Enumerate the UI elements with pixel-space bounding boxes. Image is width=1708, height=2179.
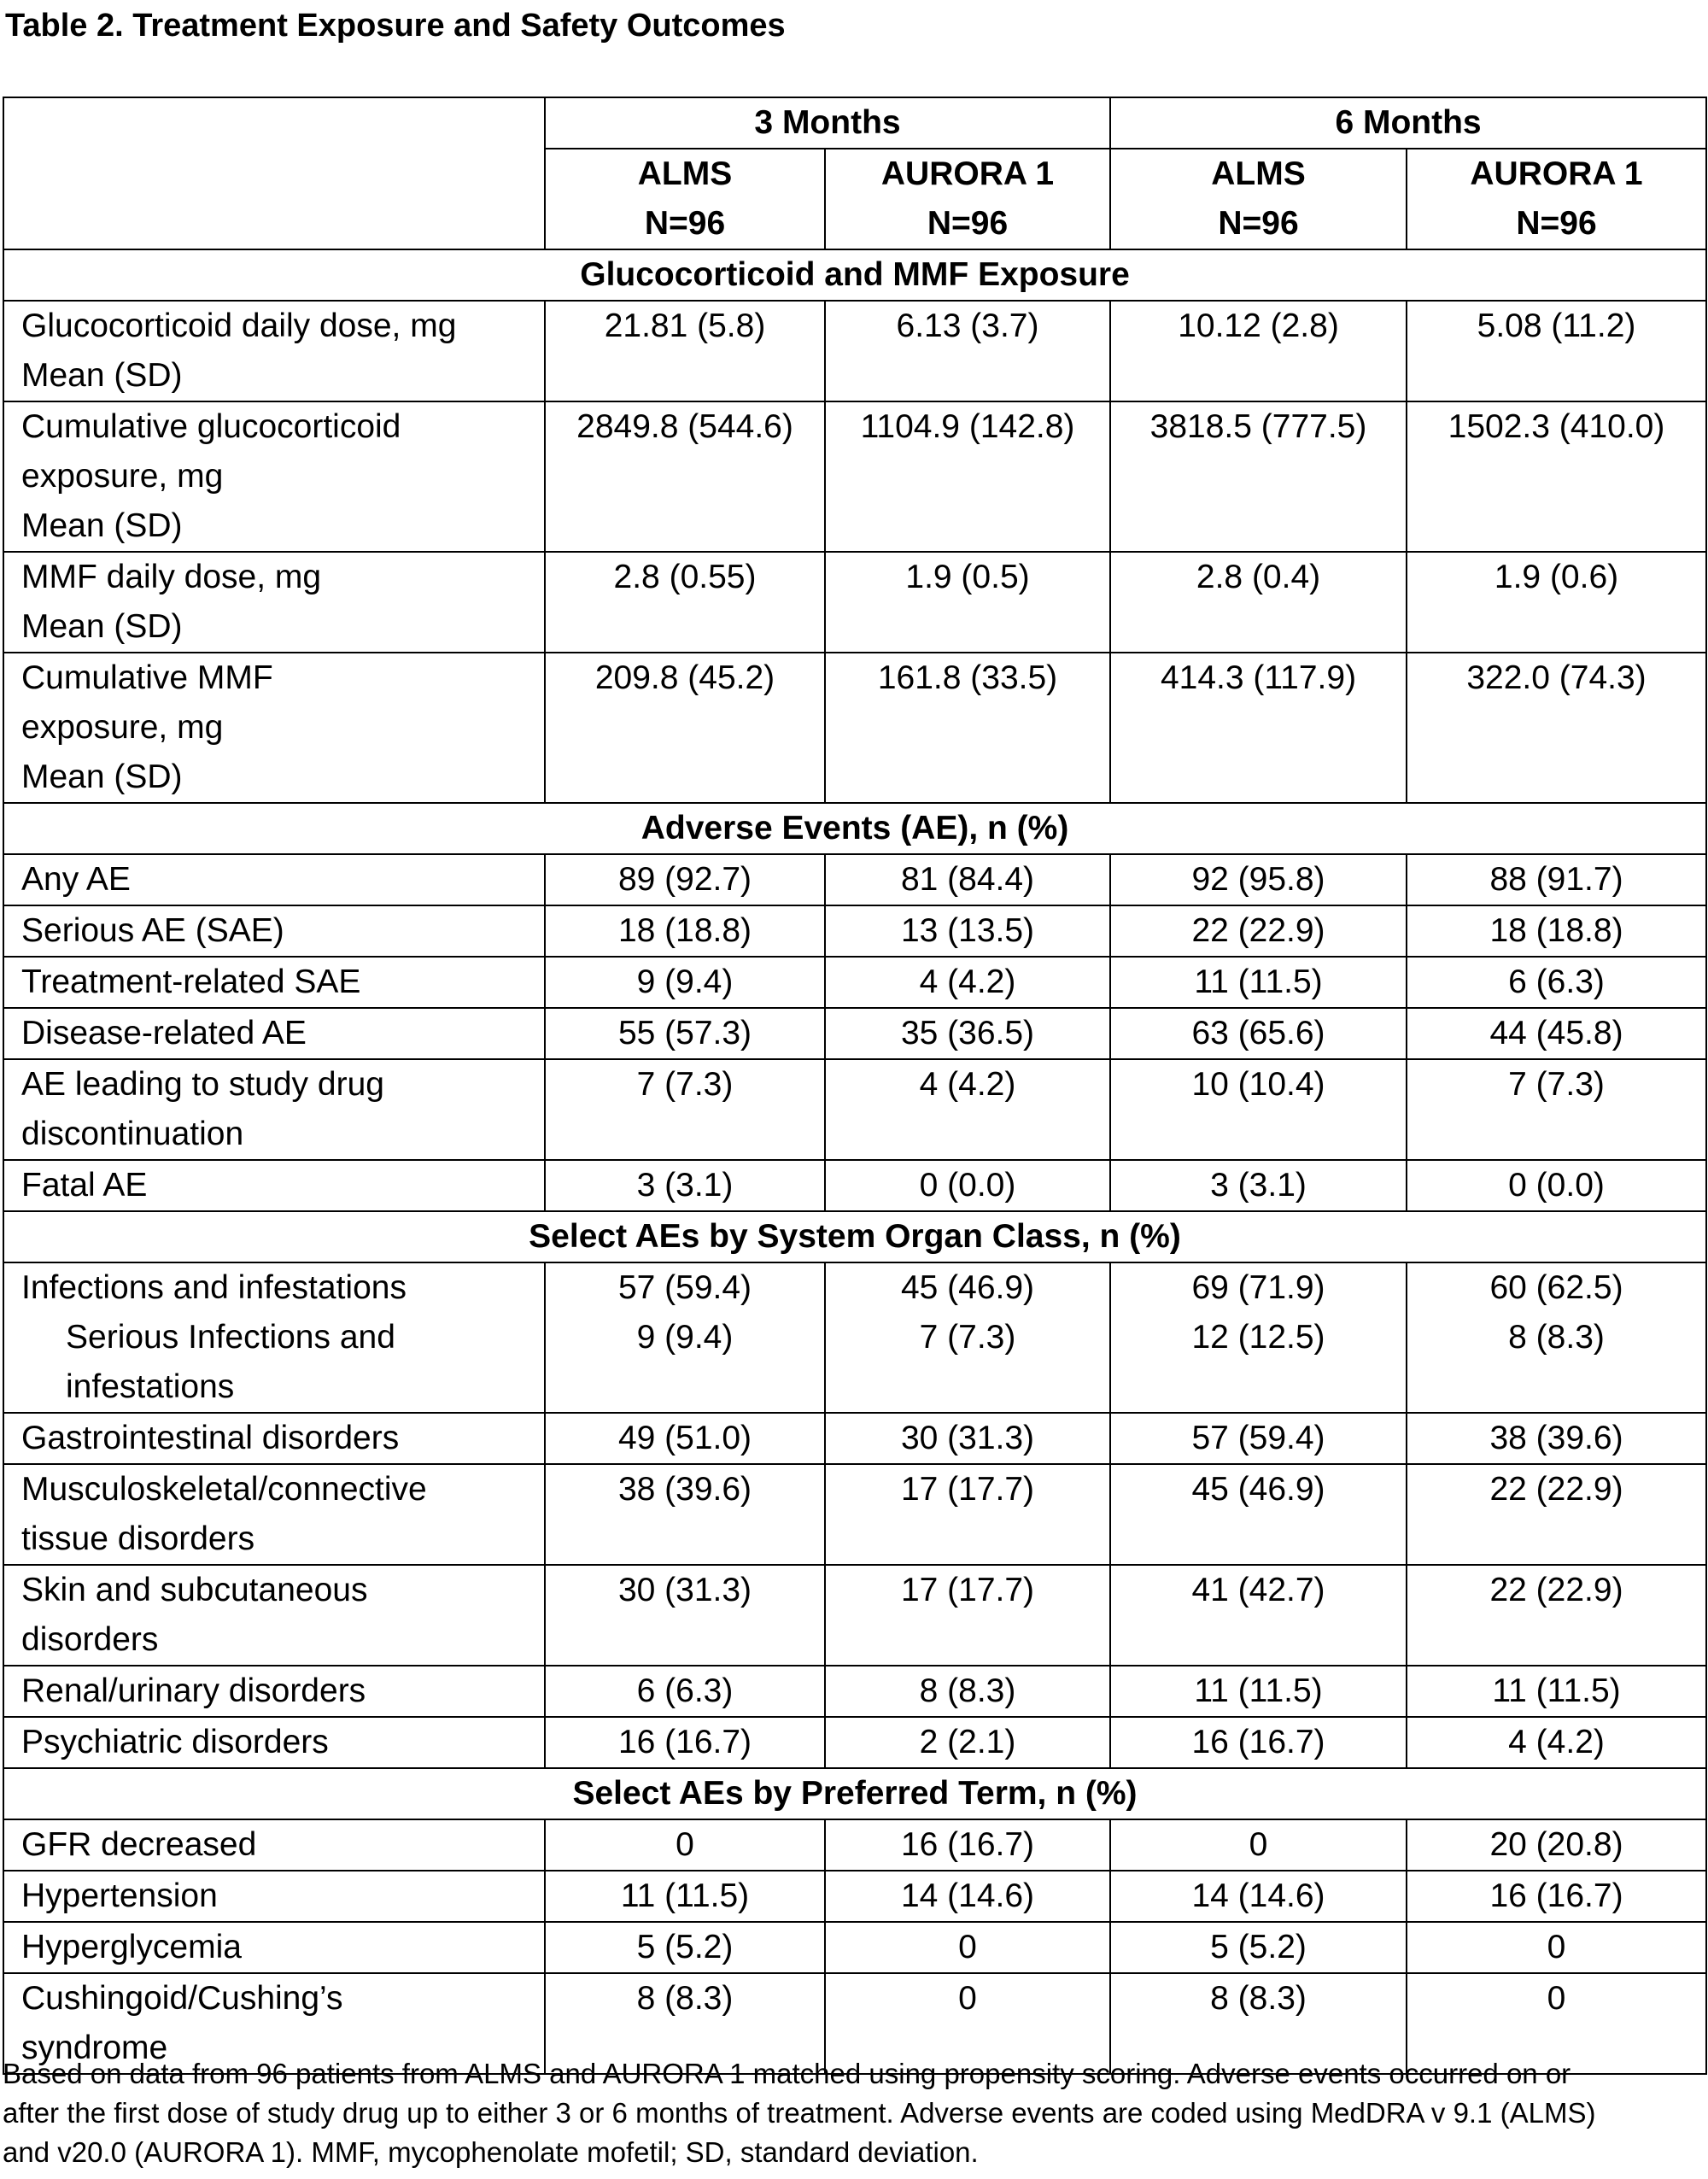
value-cell: 63 (65.6) bbox=[1110, 1008, 1407, 1059]
section-row bbox=[3, 249, 1706, 301]
value-cell: 209.8 (45.2) bbox=[545, 653, 825, 803]
row-label: Musculoskeletal/connective tissue disorders bbox=[3, 1464, 545, 1565]
value-cell: 45 (46.9) bbox=[1110, 1464, 1407, 1565]
value-cell: 3 (3.1) bbox=[545, 1160, 825, 1211]
section-organ-class: Select AEs by System Organ Class, n (%) bbox=[3, 1211, 1706, 1262]
value-cell: 0 bbox=[1407, 1922, 1706, 1973]
header-col-aurora-3m: AURORA 1 N=96 bbox=[825, 149, 1110, 249]
value-cell: 1502.3 (410.0) bbox=[1407, 401, 1706, 552]
value-cell: 10.12 (2.8) bbox=[1110, 301, 1407, 401]
value-cell: 2849.8 (544.6) bbox=[545, 401, 825, 552]
value-cell: 0 bbox=[825, 1922, 1110, 1973]
value-cell: 4 (4.2) bbox=[825, 1059, 1110, 1160]
table-row bbox=[3, 1413, 1706, 1464]
value-cell: 11 (11.5) bbox=[1110, 1666, 1407, 1717]
table-row bbox=[3, 552, 1706, 653]
footnote-line: Based on data from 96 patients from ALMS and AURORA 1 matched using propensity scoring. Adverse events occurred on or bbox=[3, 2058, 1571, 2089]
sub-row-label: Serious Infections and bbox=[66, 1319, 395, 1356]
footnote-line: and v20.0 (AURORA 1). MMF, mycophenolate mofetil; SD, standard deviation. bbox=[3, 2136, 979, 2168]
value-cell: 81 (84.4) bbox=[825, 854, 1110, 905]
value-cell: 6 (6.3) bbox=[1407, 957, 1706, 1008]
table-row bbox=[3, 653, 1706, 803]
value-cell: 35 (36.5) bbox=[825, 1008, 1110, 1059]
header-6-months: 6 Months bbox=[1110, 97, 1706, 149]
row-label: Cumulative MMF exposure, mg Mean (SD) bbox=[3, 653, 545, 803]
row-label: Glucocorticoid daily dose, mg Mean (SD) bbox=[3, 301, 545, 401]
table-row bbox=[3, 905, 1706, 957]
value-cell: 45 (46.9) 7 (7.3) bbox=[825, 1262, 1110, 1413]
row-label: Treatment-related SAE bbox=[3, 957, 545, 1008]
value-cell: 41 (42.7) bbox=[1110, 1565, 1407, 1666]
sub-value: 12 (12.5) bbox=[1191, 1319, 1325, 1356]
value-cell: 89 (92.7) bbox=[545, 854, 825, 905]
row-label: Hypertension bbox=[3, 1871, 545, 1922]
value-cell: 7 (7.3) bbox=[1407, 1059, 1706, 1160]
row-label: Disease-related AE bbox=[3, 1008, 545, 1059]
header-corner bbox=[3, 97, 545, 249]
value-cell: 92 (95.8) bbox=[1110, 854, 1407, 905]
section-glucocorticoid-mmf: Glucocorticoid and MMF Exposure bbox=[3, 249, 1706, 301]
value-cell: 0 bbox=[825, 1973, 1110, 2074]
value-cell: 55 (57.3) bbox=[545, 1008, 825, 1059]
section-adverse-events: Adverse Events (AE), n (%) bbox=[3, 803, 1706, 854]
value-cell: 2.8 (0.4) bbox=[1110, 552, 1407, 653]
value-cell: 11 (11.5) bbox=[1110, 957, 1407, 1008]
value-cell: 5 (5.2) bbox=[1110, 1922, 1407, 1973]
value-cell: 6 (6.3) bbox=[545, 1666, 825, 1717]
header-3-months: 3 Months bbox=[545, 97, 1110, 149]
value-cell: 60 (62.5) 8 (8.3) bbox=[1407, 1262, 1706, 1413]
value-cell: 88 (91.7) bbox=[1407, 854, 1706, 905]
row-label: Hyperglycemia bbox=[3, 1922, 545, 1973]
table-row bbox=[3, 1160, 1706, 1211]
value-cell: 0 bbox=[1110, 1819, 1407, 1871]
value-cell: 1.9 (0.5) bbox=[825, 552, 1110, 653]
value-cell: 0 bbox=[1407, 1973, 1706, 2074]
row-label: Cumulative glucocorticoid exposure, mg Mean (SD) bbox=[3, 401, 545, 552]
value-cell: 2.8 (0.55) bbox=[545, 552, 825, 653]
row-label: Any AE bbox=[3, 854, 545, 905]
header-row-groups bbox=[3, 97, 1706, 149]
value-cell: 22 (22.9) bbox=[1110, 905, 1407, 957]
header-col-alms-3m: ALMS N=96 bbox=[545, 149, 825, 249]
footnote-line: after the first dose of study drug up to either 3 or 6 months of treatment. Adverse events are coded using MedDRA v 9.1 (ALMS) bbox=[3, 2097, 1596, 2129]
value-cell: 30 (31.3) bbox=[545, 1565, 825, 1666]
table-row bbox=[3, 1464, 1706, 1565]
value-cell: 22 (22.9) bbox=[1407, 1565, 1706, 1666]
value-cell: 8 (8.3) bbox=[825, 1666, 1110, 1717]
value-cell: 17 (17.7) bbox=[825, 1464, 1110, 1565]
row-label: Cushingoid/Cushing’s syndrome bbox=[3, 1973, 545, 2074]
table-row bbox=[3, 1871, 1706, 1922]
value-cell: 17 (17.7) bbox=[825, 1565, 1110, 1666]
row-label: Renal/urinary disorders bbox=[3, 1666, 545, 1717]
row-label: Skin and subcutaneous disorders bbox=[3, 1565, 545, 1666]
value-cell: 57 (59.4) bbox=[1110, 1413, 1407, 1464]
section-row bbox=[3, 1211, 1706, 1262]
value-cell: 11 (11.5) bbox=[545, 1871, 825, 1922]
sub-value: 9 (9.4) bbox=[636, 1319, 734, 1356]
value-cell: 5.08 (11.2) bbox=[1407, 301, 1706, 401]
row-label: AE leading to study drug discontinuation bbox=[3, 1059, 545, 1160]
section-preferred-term: Select AEs by Preferred Term, n (%) bbox=[3, 1768, 1706, 1819]
table-row bbox=[3, 1717, 1706, 1768]
footnote bbox=[3, 2054, 1705, 2172]
value-cell: 0 bbox=[545, 1819, 825, 1871]
table-row bbox=[3, 401, 1706, 552]
row-label: GFR decreased bbox=[3, 1819, 545, 1871]
value-cell: 6.13 (3.7) bbox=[825, 301, 1110, 401]
table-row bbox=[3, 1008, 1706, 1059]
value-cell: 5 (5.2) bbox=[545, 1922, 825, 1973]
value-cell: 18 (18.8) bbox=[545, 905, 825, 957]
value-cell: 3 (3.1) bbox=[1110, 1160, 1407, 1211]
header-col-aurora-6m: AURORA 1 N=96 bbox=[1407, 149, 1706, 249]
row-label: Gastrointestinal disorders bbox=[3, 1413, 545, 1464]
value-cell: 1.9 (0.6) bbox=[1407, 552, 1706, 653]
row-label: Infections and infestations Serious Infections and infestations bbox=[3, 1262, 545, 1413]
row-label: MMF daily dose, mg Mean (SD) bbox=[3, 552, 545, 653]
value-cell: 7 (7.3) bbox=[545, 1059, 825, 1160]
table-row bbox=[3, 1262, 1706, 1413]
table-row bbox=[3, 301, 1706, 401]
table-row bbox=[3, 1922, 1706, 1973]
value-cell: 18 (18.8) bbox=[1407, 905, 1706, 957]
section-row bbox=[3, 803, 1706, 854]
header-col-alms-6m: ALMS N=96 bbox=[1110, 149, 1407, 249]
row-label: Fatal AE bbox=[3, 1160, 545, 1211]
value-cell: 13 (13.5) bbox=[825, 905, 1110, 957]
table-title: Table 2. Treatment Exposure and Safety Outcomes bbox=[5, 8, 786, 44]
value-cell: 21.81 (5.8) bbox=[545, 301, 825, 401]
table-row bbox=[3, 957, 1706, 1008]
value-cell: 10 (10.4) bbox=[1110, 1059, 1407, 1160]
value-cell: 14 (14.6) bbox=[1110, 1871, 1407, 1922]
value-cell: 16 (16.7) bbox=[1407, 1871, 1706, 1922]
value-cell: 4 (4.2) bbox=[825, 957, 1110, 1008]
value-cell: 22 (22.9) bbox=[1407, 1464, 1706, 1565]
table-row bbox=[3, 854, 1706, 905]
value-cell: 0 (0.0) bbox=[825, 1160, 1110, 1211]
value-cell: 9 (9.4) bbox=[545, 957, 825, 1008]
row-label: Psychiatric disorders bbox=[3, 1717, 545, 1768]
value-cell: 0 (0.0) bbox=[1407, 1160, 1706, 1211]
value-cell: 44 (45.8) bbox=[1407, 1008, 1706, 1059]
value-cell: 38 (39.6) bbox=[1407, 1413, 1706, 1464]
safety-table bbox=[3, 97, 1707, 2075]
value-cell: 38 (39.6) bbox=[545, 1464, 825, 1565]
value-cell: 8 (8.3) bbox=[1110, 1973, 1407, 2074]
value-cell: 16 (16.7) bbox=[1110, 1717, 1407, 1768]
section-row bbox=[3, 1768, 1706, 1819]
value-cell: 57 (59.4) 9 (9.4) bbox=[545, 1262, 825, 1413]
table-row bbox=[3, 1059, 1706, 1160]
value-cell: 3818.5 (777.5) bbox=[1110, 401, 1407, 552]
value-cell: 322.0 (74.3) bbox=[1407, 653, 1706, 803]
sub-value: 7 (7.3) bbox=[919, 1319, 1016, 1356]
value-cell: 4 (4.2) bbox=[1407, 1717, 1706, 1768]
value-cell: 16 (16.7) bbox=[825, 1819, 1110, 1871]
value-cell: 11 (11.5) bbox=[1407, 1666, 1706, 1717]
value-cell: 1104.9 (142.8) bbox=[825, 401, 1110, 552]
value-cell: 69 (71.9) 12 (12.5) bbox=[1110, 1262, 1407, 1413]
value-cell: 8 (8.3) bbox=[545, 1973, 825, 2074]
sub-row-label: infestations bbox=[66, 1368, 235, 1405]
value-cell: 2 (2.1) bbox=[825, 1717, 1110, 1768]
table-row bbox=[3, 1819, 1706, 1871]
value-cell: 16 (16.7) bbox=[545, 1717, 825, 1768]
table-row bbox=[3, 1666, 1706, 1717]
table-row bbox=[3, 1565, 1706, 1666]
row-label: Serious AE (SAE) bbox=[3, 905, 545, 957]
value-cell: 20 (20.8) bbox=[1407, 1819, 1706, 1871]
value-cell: 14 (14.6) bbox=[825, 1871, 1110, 1922]
sub-value: 8 (8.3) bbox=[1508, 1319, 1605, 1356]
value-cell: 49 (51.0) bbox=[545, 1413, 825, 1464]
value-cell: 30 (31.3) bbox=[825, 1413, 1110, 1464]
value-cell: 414.3 (117.9) bbox=[1110, 653, 1407, 803]
value-cell: 161.8 (33.5) bbox=[825, 653, 1110, 803]
